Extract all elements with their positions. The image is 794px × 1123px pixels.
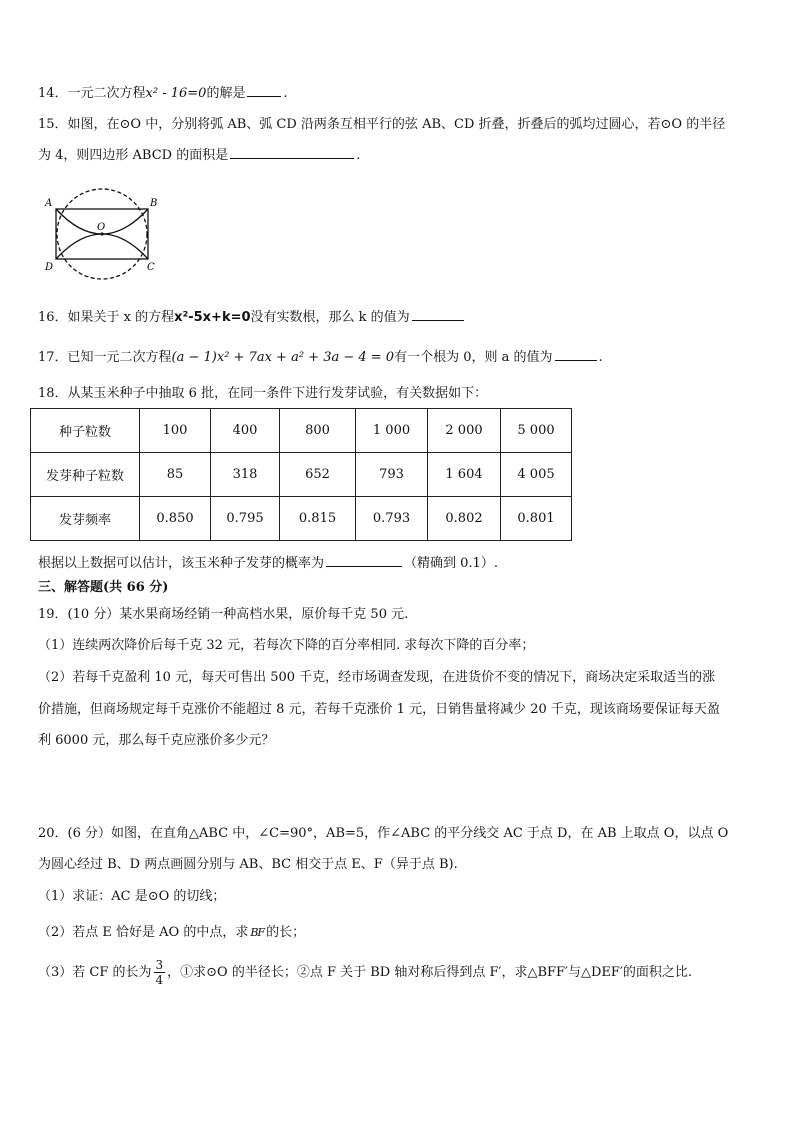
q15-circle-figure [34,186,164,286]
question-19-part2-line1: （2）若每千克盈利 10 元，每天可售出 500 千克，经市场调查发现，在进货价不变的情况下，商场决定采取适当的涨 [38,670,716,685]
table-row [31,497,572,541]
label-c: C [147,262,155,273]
q18-conclusion-prefix: 根据以上数据可以估计，该玉米种子发芽的概率为 [38,556,325,571]
table-cell: 100 [140,409,211,453]
question-20-line1: 20．(6 分）如图，在直角△ABC 中，∠C=90°，AB=5，作∠ABC 的平分线交 AC 于点 D，在 AB 上取点 O，以点 O [38,826,729,841]
question-20-part3 [38,958,692,988]
question-20-line2: 为圆心经过 B、D 两点画圆分别与 AB、BC 相交于点 E、F（异于点 B). [38,857,458,872]
question-19-part1: （1）连续两次降价后每千克 32 元，若每次下降的百分率相同. 求每次下降的百分率； [38,638,535,653]
table-row [31,453,572,497]
q17-answer-blank [555,348,597,361]
table-cell: 1 604 [428,453,501,497]
label-o: O [97,222,106,233]
q15-answer-blank [230,146,354,159]
q17-equation: (a − 1)x² + 7ax + a² + 3a − 4 = 0 [171,350,395,365]
q20-part2-suffix: 的长； [266,925,306,940]
table-cell: 318 [211,453,280,497]
section-3-title: 三、解答题(共 66 分) [38,580,169,595]
q15-line2-prefix: 为 4，则四边形 ABCD 的面积是 [38,148,229,163]
table-row [31,409,572,453]
fraction-three-quarters [154,958,166,987]
table-cell: 0.793 [356,497,428,541]
table-cell: 0.801 [501,497,572,541]
q17-end: . [598,350,603,365]
table-cell: 800 [280,409,356,453]
table-cell: 400 [211,409,280,453]
question-20-part1: （1）求证：AC 是⊙O 的切线； [38,889,226,904]
table-cell: 0.850 [140,497,211,541]
table-cell: 0.802 [428,497,501,541]
q16-suffix: 没有实数根，那么 k 的值为 [250,310,410,325]
table-cell: 4 005 [501,453,572,497]
question-20-part2 [38,924,305,942]
q18-conclusion-suffix: （精确到 0.1）. [404,556,498,571]
q20-part3-prefix: （3）若 CF 的长为 [38,965,152,980]
q16-prefix: 16．如果关于 x 的方程 [38,310,175,325]
q14-prefix: 14．一元二次方程 [38,86,146,101]
germination-table [30,408,572,541]
q14-suffix: 的解是 [206,86,246,101]
q14-answer-blank [247,84,281,97]
q16-equation: x²-5x+k=0 [174,310,251,325]
table-cell: 1 000 [356,409,428,453]
table-cell: 发芽频率 [31,497,140,541]
table-cell: 85 [140,453,211,497]
q20-part3-suffix: ，①求⊙O 的半径长；②点 F 关于 BD 轴对称后得到点 F′，求△BFF′与△DEF′的面积之比. [167,965,693,980]
question-19-part2-line2: 价措施，但商场规定每千克涨价不能超过 8 元，若每千克涨价 1 元，日销售量将减少 20 千克，现该商场要保证每天盈 [38,702,720,717]
table-cell: 652 [280,453,356,497]
table-cell: 0.815 [280,497,356,541]
q15-end: . [356,148,361,163]
q18-answer-blank [326,554,402,567]
arc-bf-label: BF [250,926,265,939]
question-16 [38,308,466,327]
table-cell: 2 000 [428,409,501,453]
table-cell: 0.795 [211,497,280,541]
q17-suffix: 有一个根为 0，则 a 的值为 [394,350,553,365]
folded-arc-cd [56,234,148,259]
label-b: B [150,198,158,209]
table-cell: 种子粒数 [31,409,140,453]
question-19-intro: 19．(10 分）某水果商场经销一种高档水果，原价每千克 50 元. [38,607,409,622]
q20-part2-prefix: （2）若点 E 恰好是 AO 的中点，求 [38,925,249,940]
table-cell: 5 000 [501,409,572,453]
q14-end: . [283,86,288,101]
fraction-numerator: 3 [155,958,164,972]
question-15-line2 [38,146,360,165]
question-19-part2-line3: 利 6000 元，那么每千克应涨价多少元？ [38,733,275,748]
label-a: A [45,198,53,209]
question-18-conclusion [38,554,498,573]
q16-answer-blank [412,308,464,321]
table-cell: 发芽种子粒数 [31,453,140,497]
fraction-denominator: 4 [155,973,164,987]
question-18-intro: 18．从某玉米种子中抽取 6 批，在同一条件下进行发芽试验，有关数据如下： [38,386,488,401]
question-15-line1: 15．如图，在⊙O 中，分别将弧 AB、弧 CD 沿两条互相平行的弦 AB、CD 折叠，折叠后的弧均过圆心，若⊙O 的半径 [38,117,726,132]
label-d: D [45,262,54,273]
table-cell: 793 [356,453,428,497]
question-14 [38,84,288,103]
q14-equation: x² - 16=0 [145,86,207,101]
question-17 [38,348,603,367]
q17-prefix: 17．已知一元二次方程 [38,350,172,365]
